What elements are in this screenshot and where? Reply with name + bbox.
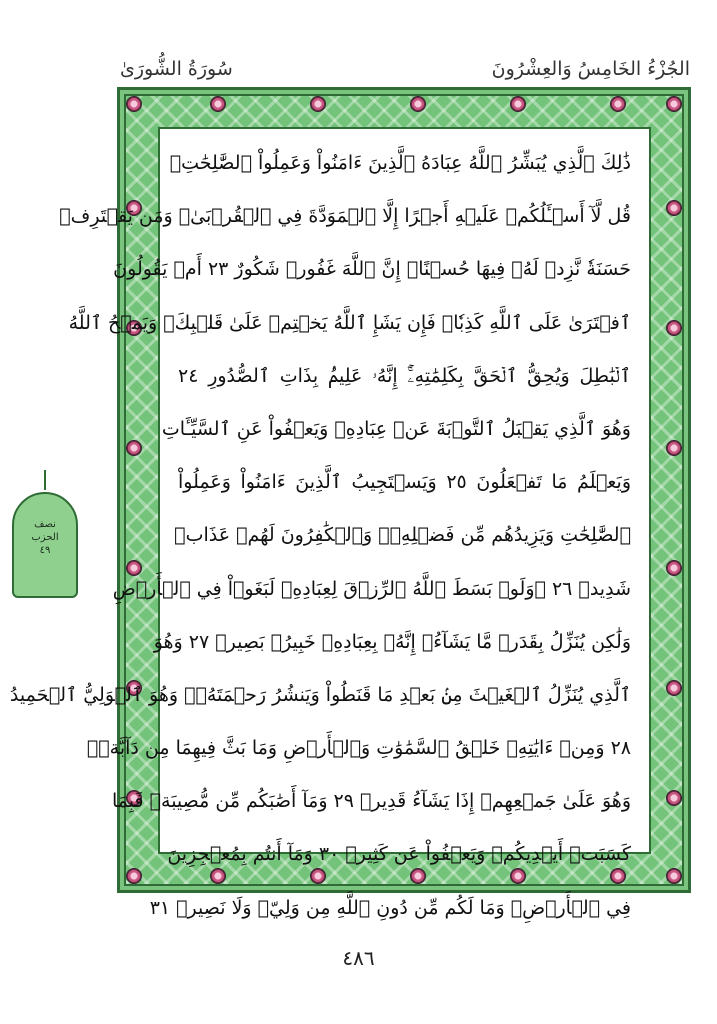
verse-line: ذَٰلِكَ ٱلَّذِي يُبَشِّرُ ٱللَّهُ عِبَادَهُ ٱلَّذِينَ ءَامَنُواْ وَعَمِلُواْ ٱلصَّٰلِحَٰتِۗ [169, 152, 631, 174]
surah-label: سُورَةُ الشُّورَىٰ [120, 58, 233, 80]
marker-text-hizb: الحزب [31, 532, 59, 543]
verse-line: ٱلۡبَٰطِلَ وَيُحِقُّ ٱلۡحَقَّ بِكَلِمَٰتِهِۦٓۚ إِنَّهُۥ عَلِيمُۢ بِذَاتِ ٱلصُّدُورِ ٢٤ [178, 364, 631, 387]
verse-line: ٱلَّذِي يُنَزِّلُ ٱلۡغَيۡثَ مِنۢ بَعۡدِ مَا قَنَطُواْ وَيَنشُرُ رَحۡمَتَهُۥۚ وَهُوَ ٱلۡوَلِيُّ ٱلۡحَمِيدُ [9, 683, 631, 706]
border-ornament [210, 96, 226, 112]
juz-label: الجُزْءُ الخَامِسُ وَالعِشْرُونَ [491, 58, 690, 80]
marker-text-half: نصف [34, 519, 56, 530]
marker-text-number: ٤٩ [39, 545, 51, 556]
verse-line: وَهُوَ ٱلَّذِي يَقۡبَلُ ٱلتَّوۡبَةَ عَنۡ عِبَادِهِۦ وَيَعۡفُواْ عَنِ ٱلسَّيِّـَٔاتِ [161, 417, 631, 440]
verse-line: شَدِيدٞ ٢٦ ۞وَلَوۡ بَسَطَ ٱللَّهُ ٱلرِّزۡقَ لِعِبَادِهِۦ لَبَغَوۡاْ فِي ٱلۡأَرۡضِ [112, 577, 631, 600]
corner-ornament [666, 868, 682, 884]
page-number: ٤٨٦ [342, 946, 375, 970]
corner-ornament [666, 96, 682, 112]
border-ornament [666, 790, 682, 806]
corner-ornament [126, 868, 142, 884]
border-ornament [310, 96, 326, 112]
border-ornament [126, 440, 142, 456]
verse-line: ٱلصَّٰلِحَٰتِ وَيَزِيدُهُم مِّن فَضۡلِهِۦۚ وَٱلۡكَٰفِرُونَ لَهُمۡ عَذَابٞ [174, 524, 631, 547]
border-ornament [666, 680, 682, 696]
verse-line: وَهُوَ عَلَىٰ جَمۡعِهِمۡ إِذَا يَشَآءُ قَدِيرٞ ٢٩ وَمَآ أَصَٰبَكُم مِّن مُّصِيبَةٖ فَبِمَا [111, 790, 631, 813]
marker-spire [44, 470, 46, 490]
verse-line: فِي ٱلۡأَرۡضِۖ وَمَا لَكُم مِّن دُونِ ٱللَّهِ مِن وَلِيّٖ وَلَا نَصِيرٖ ٣١ [149, 896, 631, 919]
border-ornament [666, 440, 682, 456]
border-ornament [410, 96, 426, 112]
verse-line: كَسَبَتۡ أَيۡدِيكُمۡ وَيَعۡفُواْ عَن كَثِيرٖ ٣٠ وَمَآ أَنتُم بِمُعۡجِزِينَ [167, 843, 631, 866]
verse-line: ٱفۡتَرَىٰ عَلَى ٱللَّهِ كَذِبٗاۖ فَإِن يَشَإِ ٱللَّهُ يَخۡتِمۡ عَلَىٰ قَلۡبِكَۗ وَيَمۡحُ ٱللَّهُ [68, 311, 631, 334]
border-ornament [666, 200, 682, 216]
hizb-marker [0, 470, 90, 610]
verse-line: حَسَنَةٗ نَّزِدۡ لَهُۥ فِيهَا حُسۡنًاۚ إِنَّ ٱللَّهَ غَفُورٞ شَكُورٌ ٢٣ أَمۡ يَقُولُونَ [113, 258, 631, 281]
verse-line: وَلَٰكِن يُنَزِّلُ بِقَدَرٖ مَّا يَشَآءُۚ إِنَّهُۥ بِعِبَادِهِۦ خَبِيرُۢ بَصِيرٞ ٢٧ وَهُوَ [153, 630, 631, 653]
border-ornament [510, 96, 526, 112]
verse-line: قُل لَّآ أَسۡـَٔلُكُمۡ عَلَيۡهِ أَجۡرًا إِلَّا ٱلۡمَوَدَّةَ فِي ٱلۡقُرۡبَىٰۗ وَمَن يَقۡتَرِفۡ [59, 205, 631, 228]
border-ornament [610, 96, 626, 112]
corner-ornament [126, 96, 142, 112]
page-header [120, 52, 690, 86]
border-ornament [666, 320, 682, 336]
marker-label [20, 518, 70, 557]
verse-line: ٢٨ وَمِنۡ ءَايَٰتِهِۦ خَلۡقُ ٱلسَّمَٰوَٰتِ وَٱلۡأَرۡضِ وَمَا بَثَّ فِيهِمَا مِن دَآبَّةٖۚ [86, 737, 631, 760]
border-ornament [666, 560, 682, 576]
verse-line: وَيَعۡلَمُ مَا تَفۡعَلُونَ ٢٥ وَيَسۡتَجِيبُ ٱلَّذِينَ ءَامَنُواْ وَعَمِلُواْ [178, 471, 632, 494]
